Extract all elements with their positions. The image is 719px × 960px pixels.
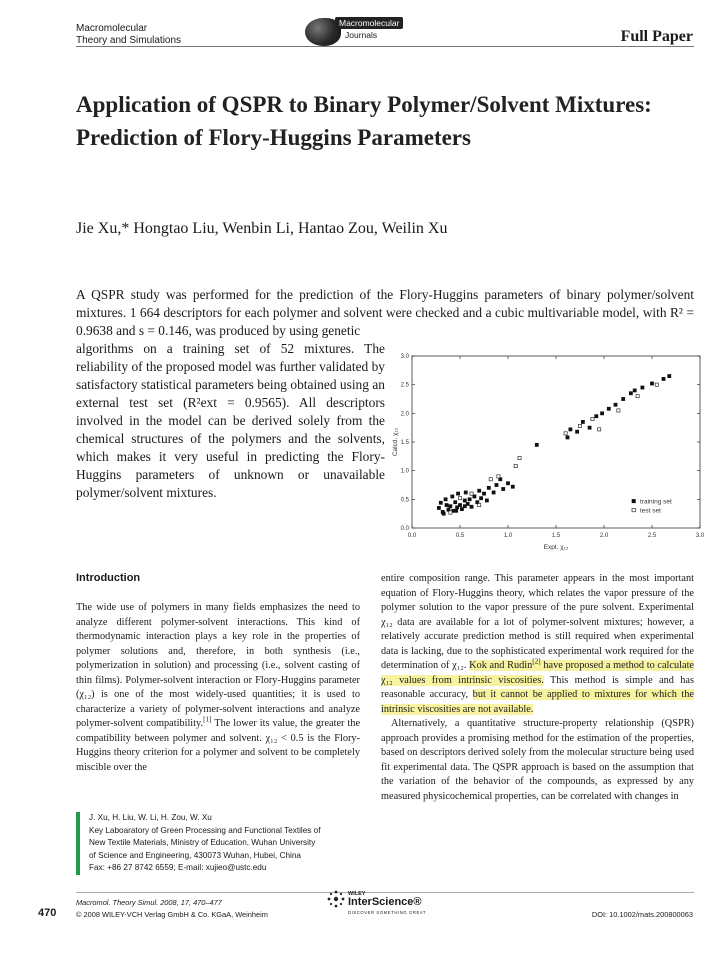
- training-point: [492, 491, 495, 494]
- y-tick-label: 3.0: [400, 354, 409, 360]
- x-tick-label: 1.5: [551, 533, 561, 539]
- training-point: [458, 503, 461, 506]
- training-point: [455, 509, 458, 512]
- training-point: [463, 499, 466, 502]
- page-number: 470: [38, 907, 57, 919]
- highlight-author: Kok and Rudin: [469, 660, 533, 671]
- test-point: [518, 456, 521, 459]
- logo-label: Macromolecular: [335, 17, 403, 29]
- reference-1: [1]: [203, 715, 212, 724]
- y-axis-label: Calcd. χ₁₂: [392, 427, 399, 457]
- legend-marker: [632, 499, 635, 502]
- training-point: [629, 392, 632, 395]
- training-point: [511, 485, 514, 488]
- training-point: [442, 512, 445, 515]
- x-tick-label: 2.5: [647, 533, 657, 539]
- test-point: [655, 383, 658, 386]
- interscience-dots-icon: [326, 889, 346, 909]
- journal-logo: [305, 14, 400, 48]
- legend-marker: [632, 508, 635, 511]
- training-point: [464, 491, 467, 494]
- x-axis-label: Expt. χ₁₂: [543, 544, 569, 551]
- affiliation-line-3: of Science and Engineering, 430073 Wuhan, Hubei, China: [89, 850, 301, 860]
- training-point: [502, 487, 505, 490]
- highlighted-text-2: but it cannot be applied to mixtures for which the intrinsic viscosities are not available.: [381, 689, 694, 715]
- logo-sub: Journals: [345, 30, 378, 40]
- reference-2: [2]: [532, 657, 541, 666]
- training-point: [468, 498, 471, 501]
- section-heading-introduction: Introduction: [76, 572, 141, 584]
- y-tick-label: 1.0: [400, 468, 409, 475]
- test-point: [514, 464, 517, 467]
- training-point: [662, 377, 665, 380]
- training-point: [535, 443, 538, 446]
- legend-label: test set: [640, 507, 661, 515]
- test-point: [449, 511, 452, 514]
- highlight-method: have proposed a method to calculate χ₁₂ values from intrinsic viscosities.: [381, 660, 694, 686]
- training-point: [444, 498, 447, 501]
- training-point: [595, 415, 598, 418]
- scatter-chart: [386, 346, 706, 560]
- training-point: [622, 397, 625, 400]
- affiliation-contact: Fax: +86 27 8742 6559; E-mail: xujieo@ustc.edu: [89, 863, 267, 872]
- test-point: [489, 478, 492, 481]
- test-point: [617, 409, 620, 412]
- x-tick-label: 0.5: [455, 533, 465, 539]
- training-point: [487, 486, 490, 489]
- intro-paragraph-1-cont: [381, 572, 694, 717]
- interscience-label: InterScience®: [348, 896, 422, 908]
- x-tick-label: 1.0: [503, 533, 513, 539]
- training-point: [569, 428, 572, 431]
- paper-title: Application of QSPR to Binary Polymer/Solvent Mixtures: Prediction of Flory-Huggins Parameters: [76, 92, 652, 150]
- interscience-tagline: DISCOVER SOMETHING GREAT: [348, 910, 427, 915]
- affiliation-names: J. Xu, H. Liu, W. Li, H. Zou, W. Xu: [89, 813, 212, 822]
- training-point: [566, 436, 569, 439]
- training-point: [614, 403, 617, 406]
- training-point: [439, 501, 442, 504]
- intro-text-2: entire composition range. This parameter appears in the most important equation of Flory-Huggins theory, which relates the vapor pressure of the polymer solution to the vapor pressure of the pure solvent. Experimental χ₁₂ data are available for a lot of polymer-solvent mixtures; however, a relatively accurate prediction method is still required when experimental data is lacking, due to the sophisticated experimental work required for the determination of χ₁₂.: [381, 573, 694, 671]
- abstract-paragraph-1: A QSPR study was performed for the prediction of the Flory-Huggins parameters of binary polymer/solvent mixtures. 1 664 descriptors for each polymer and solvent were checked and a cubic multivariable model, with R² = 0.9638 and s = 0.146, was produced by using genetic: [76, 287, 694, 338]
- x-tick-label: 3.0: [695, 533, 705, 539]
- test-point: [478, 503, 481, 506]
- training-point: [445, 503, 448, 506]
- journal-name-line2: Theory and Simulations: [76, 35, 182, 46]
- training-point: [485, 499, 488, 502]
- test-point: [578, 424, 581, 427]
- author-affiliation: [76, 812, 373, 875]
- test-point: [497, 475, 500, 478]
- training-point: [668, 374, 671, 377]
- intro-paragraph-1: [76, 601, 360, 775]
- training-point: [451, 495, 454, 498]
- training-point: [437, 506, 440, 509]
- affiliation-line-2: New Textile Materials, Ministry of Education, Wuhan University: [89, 838, 316, 847]
- training-point: [600, 412, 603, 415]
- test-point: [636, 395, 639, 398]
- test-point: [598, 428, 601, 431]
- intro-paragraph-2: Alternatively, a quantitative structure-property relationship (QSPR) approach provides a promising method for the estimation of the properties, based on descriptors derived solely from the molecular structure being used fit experimental data. The QSPR approach is based on the assumption that the variation of the behavior of the compounds, as expressed by any measured physicochemical properties, can be correlated with changes in: [381, 718, 694, 802]
- abstract-paragraph-2: algorithms on a training set of 52 mixtures. The reliability of the proposed model was further validated by satisfactory statistical parameters being obtained using an external test set (R²ext = 0.9565). All descriptors involved in the model can be derived solely from the chemical structures of the polymers and the solvents, which makes it very useful in predicting the Flory-Huggins parameters of unknown or unavailable polymer/solvent mixtures.: [76, 341, 385, 500]
- header-divider: [76, 46, 694, 47]
- x-tick-label: 0.0: [407, 533, 417, 539]
- training-point: [478, 489, 481, 492]
- intro-text-3: This method is simple and has reasonable accuracy,: [381, 674, 694, 700]
- training-point: [633, 389, 636, 392]
- test-point: [458, 497, 461, 500]
- training-point: [506, 482, 509, 485]
- intro-text-1b: The lower its value, the greater the compatibility between polymer and solvent. χ₁₂ < 0.5 is the Flory-Huggins theory criterion for a polymer and solvent to be completely miscible over the: [76, 718, 361, 773]
- training-point: [581, 420, 584, 423]
- author-list: Jie Xu,* Hongtao Liu, Wenbin Li, Hantao Zou, Weilin Xu: [76, 220, 448, 237]
- x-tick-label: 2.0: [599, 533, 609, 539]
- training-point: [470, 505, 473, 508]
- article-type: Full Paper: [620, 28, 693, 45]
- test-point: [564, 432, 567, 435]
- journal-citation: Macromol. Theory Simul. 2008, 17, 470–477: [76, 898, 222, 907]
- test-point: [591, 417, 594, 420]
- training-point: [456, 492, 459, 495]
- doi: DOI: 10.1002/mats.200800063: [591, 910, 693, 919]
- chart-plot: [392, 354, 705, 551]
- intro-left-column: [76, 601, 360, 775]
- y-tick-label: 1.5: [400, 440, 409, 446]
- y-tick-label: 0.5: [400, 497, 409, 504]
- training-point: [480, 497, 483, 500]
- training-point: [650, 382, 653, 385]
- journal-name: [76, 23, 181, 47]
- intro-right-column: [381, 572, 694, 804]
- training-point: [449, 505, 452, 508]
- intro-text-1: The wide use of polymers in many fields emphasizes the need to analyze different polymer-solvent interactions. This kind of thermodynamic interaction plays a key role in the properties of polymer solutions and, therefore, in both synthesis (i.e., polymerization in solution) and processing (i.e., solvent casting of thin films). Polymer-solvent interaction or Flory-Huggins parameter (χ₁₂) is one of the most widely-used quantities; it is used to characterize a variety of polymer-solvent interactions and analyze polymer-solvent compatibility.: [76, 602, 360, 729]
- training-point: [641, 386, 644, 389]
- affiliation-line-1: Key Laboaratory of Green Processing and Functional Textiles of: [89, 825, 321, 835]
- training-point: [576, 430, 579, 433]
- training-point: [495, 483, 498, 486]
- test-point: [470, 492, 473, 495]
- legend-label: training set: [640, 498, 672, 506]
- copyright-notice: © 2008 WILEY-VCH Verlag GmbH & Co. KGaA, Weinheim: [76, 910, 268, 919]
- training-point: [482, 492, 485, 495]
- training-point: [607, 407, 610, 410]
- training-point: [454, 501, 457, 504]
- y-tick-label: 2.5: [400, 382, 409, 389]
- abstract-text-column: [76, 340, 385, 502]
- y-tick-label: 2.0: [400, 411, 409, 418]
- training-point: [588, 426, 591, 429]
- y-tick-label: 0.0: [400, 526, 409, 532]
- training-point: [463, 505, 466, 508]
- journal-name-line1: Macromolecular: [76, 23, 148, 34]
- interscience-logo: [326, 889, 456, 917]
- wiley-label: WILEY: [348, 891, 366, 897]
- abstract-text-full: [76, 286, 694, 340]
